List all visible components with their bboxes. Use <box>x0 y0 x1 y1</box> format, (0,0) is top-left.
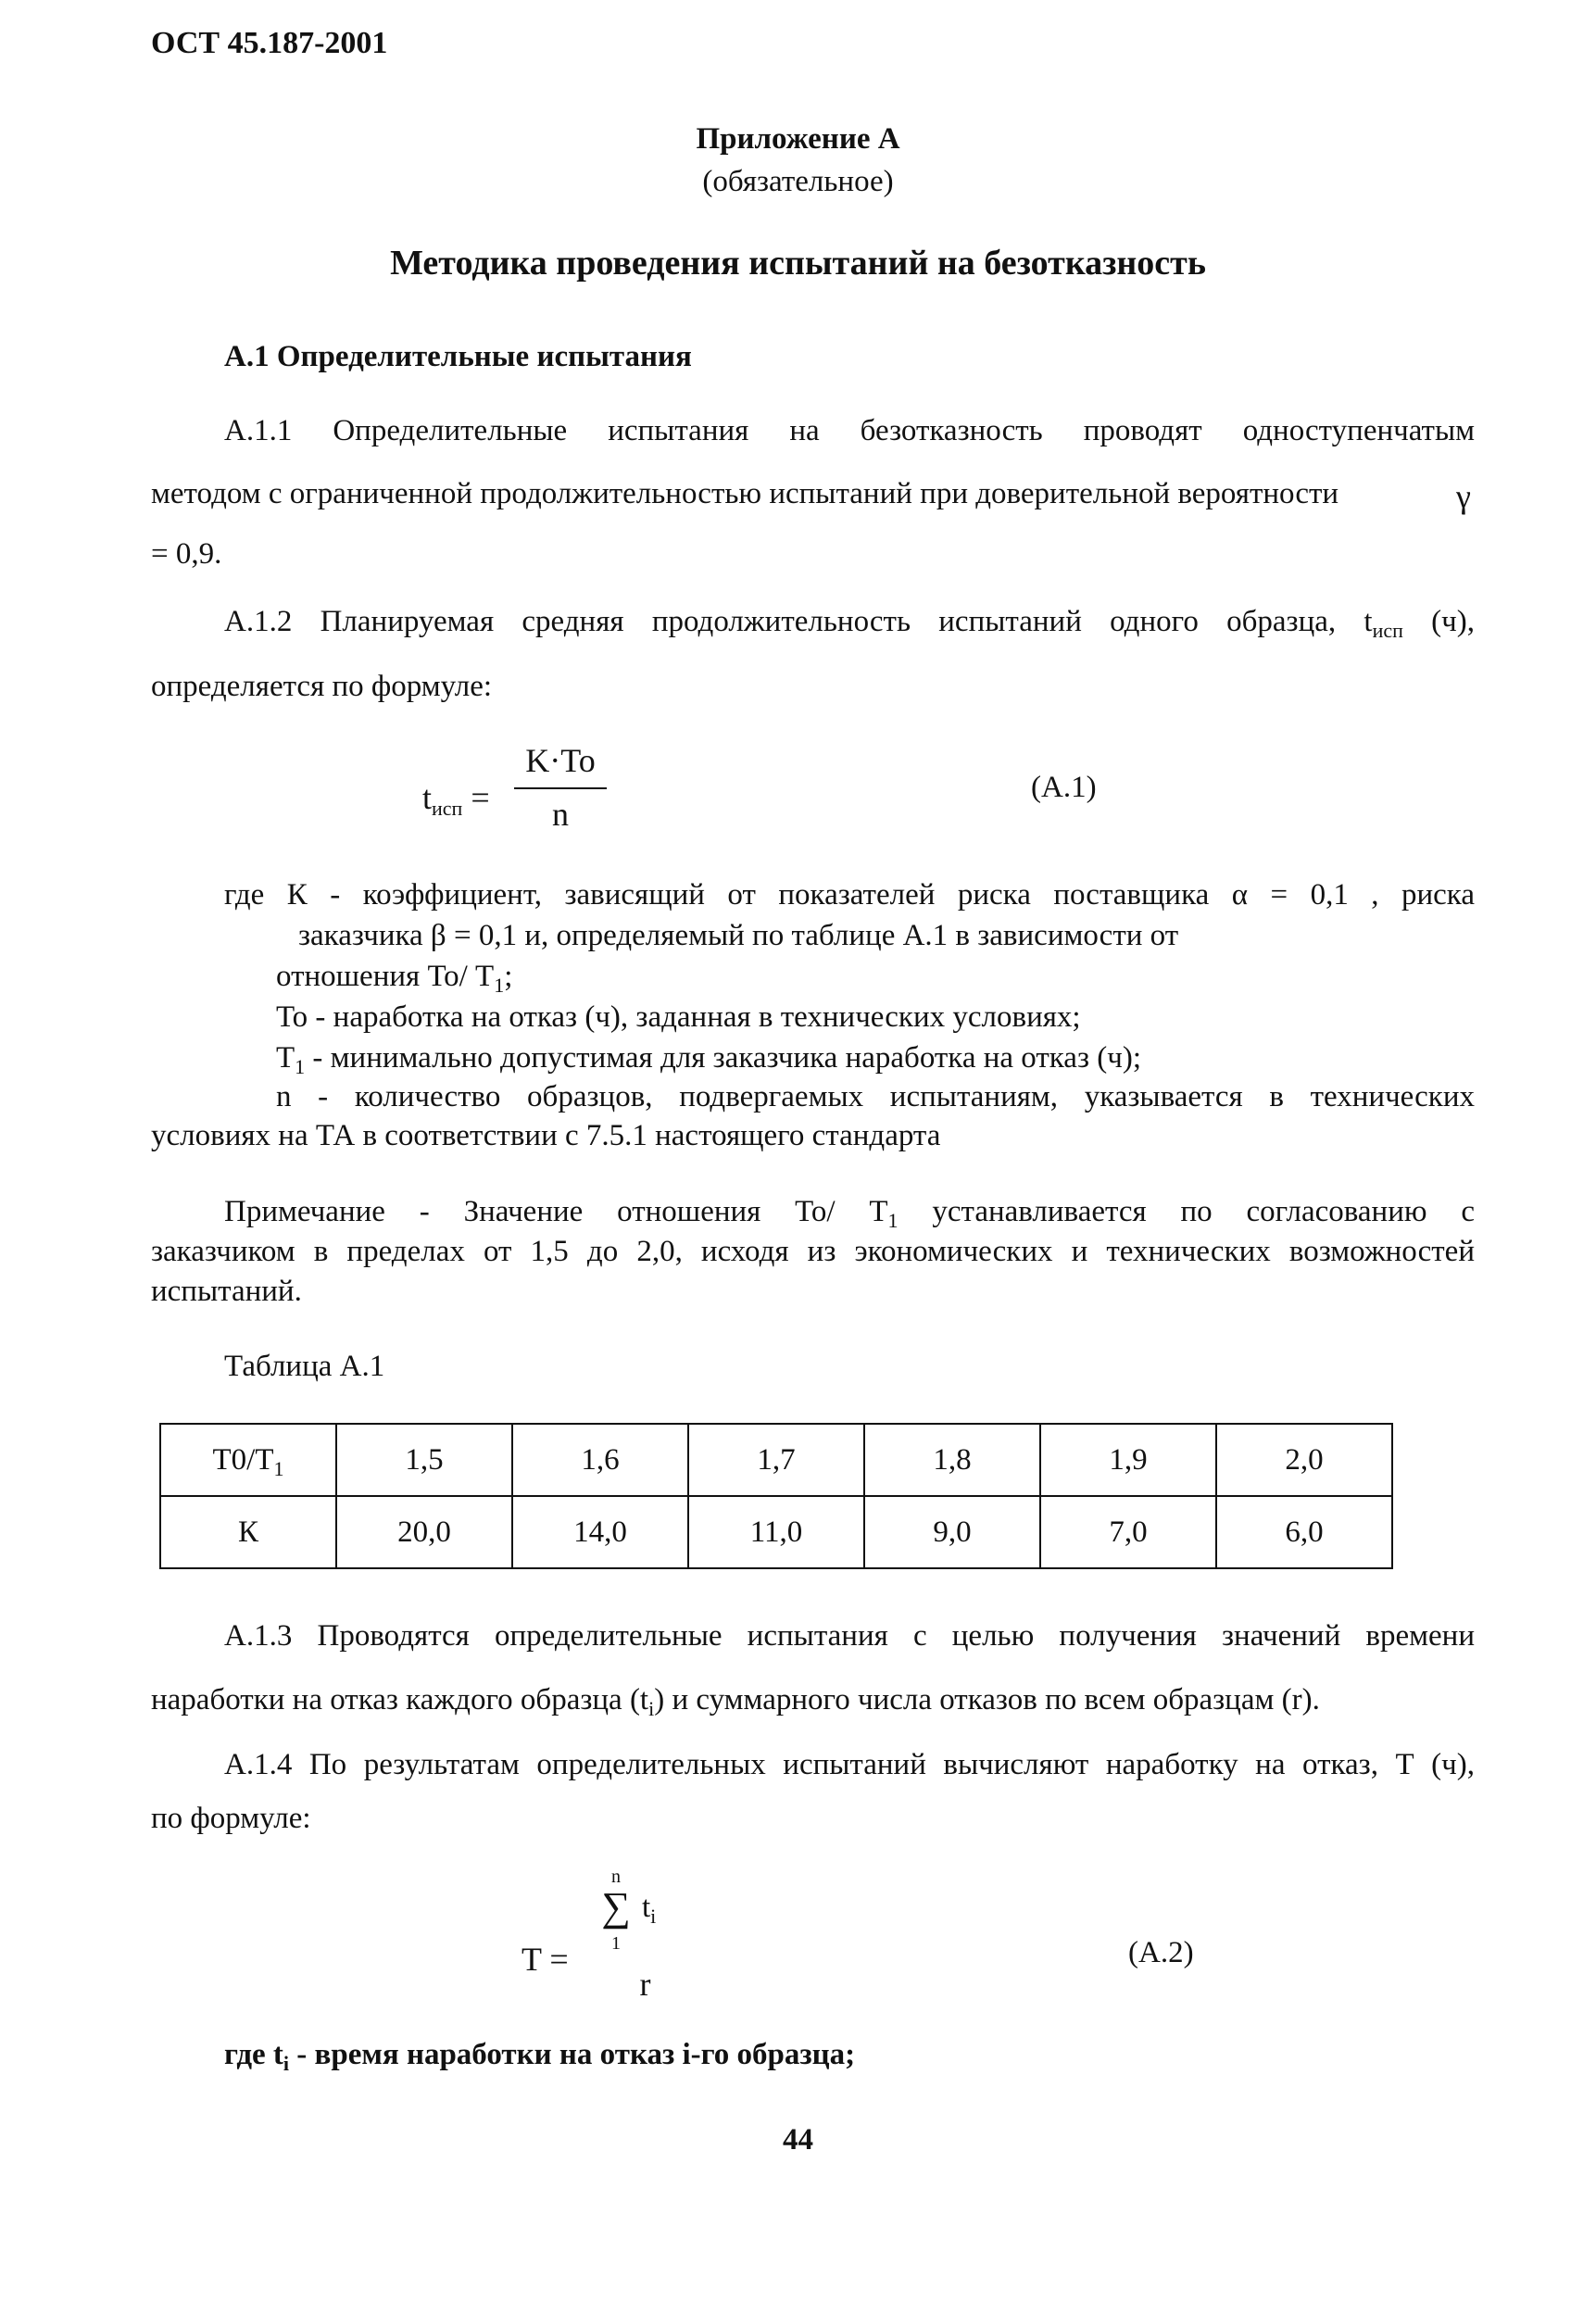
table-a1 <box>159 1423 1393 1569</box>
formula-a2-label: (А.2) <box>1128 1936 1194 1969</box>
paragraph-a11-line2: методом с ограниченной продолжительностью испытаний при доверительной вероятности <box>151 477 1339 510</box>
paragraph-a11-line1: А.1.1 Определительные испытания на безотказность проводят одноступенчатым <box>224 414 1475 447</box>
sum-lower-limit: 1 <box>611 1933 621 1954</box>
sum-term: $t_i$ <box>642 1891 657 1928</box>
table-cell: 1,5 <box>336 1424 512 1496</box>
fraction-bar <box>514 787 607 789</box>
table-cell: 6,0 <box>1216 1496 1392 1568</box>
table-caption: Таблица А.1 <box>224 1350 385 1383</box>
table-cell: 1,8 <box>864 1424 1040 1496</box>
gamma-symbol: γ <box>1456 478 1471 515</box>
table-cell: 1,7 <box>688 1424 864 1496</box>
table-row <box>160 1424 1392 1496</box>
formula-a2-lhs: T = <box>522 1941 569 1978</box>
table-cell: К <box>160 1496 336 1568</box>
where-line4: То - наработка на отказ (ч), заданная в технических условиях; <box>276 1000 1081 1034</box>
table-cell: 9,0 <box>864 1496 1040 1568</box>
paragraph-a13-line1: А.1.3 Проводятся определительные испытания с целью получения значений времени <box>224 1619 1475 1653</box>
where-line6: n - количество образцов, подвергаемых испытаниям, указывается в технических <box>276 1080 1475 1113</box>
paragraph-a14-line2: по формуле: <box>151 1802 311 1835</box>
annex-heading: Методика проведения испытаний на безотказность <box>390 244 1206 283</box>
formula-a1-denominator: n <box>552 796 569 833</box>
paragraph-a14-line1: А.1.4 По результатам определительных испытаний вычисляют наработку на отказ, Т (ч), <box>224 1748 1475 1781</box>
table-cell: $Т0/Т_1$ <box>160 1424 336 1496</box>
formula-a2-fraction <box>597 1867 699 2003</box>
note-line1: Примечание - Значение отношения То/ $Т_1$ устанавливается по согласованию с <box>224 1195 1475 1232</box>
where-line2: заказчика β = 0,1 и, определяемый по таблице А.1 в зависимости от <box>298 919 1179 952</box>
page-number: 44 <box>783 2123 813 2156</box>
annex-status: (обязательное) <box>702 165 894 198</box>
table-cell: 20,0 <box>336 1496 512 1568</box>
table-cell: 14,0 <box>512 1496 688 1568</box>
sum-icon: ∑ <box>601 1884 631 1930</box>
annex-title: Приложение А <box>696 122 900 156</box>
definition-line: где $t_i$ - время наработки на отказ i-го образца; <box>224 2038 856 2075</box>
table-cell: 1,6 <box>512 1424 688 1496</box>
note-line3: испытаний. <box>151 1275 302 1308</box>
where-line3: отношения То/ $Т_1$; <box>276 960 513 997</box>
where-line7: условиях на ТА в соответствии с 7.5.1 настоящего стандарта <box>151 1119 941 1152</box>
document-code: ОСТ 45.187-2001 <box>151 26 388 60</box>
formula-a1-numerator: K·To <box>525 742 596 779</box>
table-cell: 7,0 <box>1040 1496 1216 1568</box>
sum-upper-limit: n <box>611 1867 621 1887</box>
paragraph-a12-line1: А.1.2 Планируемая средняя продолжительность испытаний одного образца, $t_{исп}$ (ч), <box>224 605 1475 642</box>
where-line5: $Т_1$ - минимально допустимая для заказчика наработка на отказ (ч); <box>276 1041 1141 1078</box>
where-line1: где К - коэффициент, зависящий от показателей риска поставщика α = 0,1 , риска <box>224 878 1475 912</box>
paragraph-a12-line2: определяется по формуле: <box>151 670 493 703</box>
paragraph-a13-line2: наработки на отказ каждого образца $(t_i)$ и суммарного числа отказов по всем образцам (r). <box>151 1683 1320 1720</box>
table-row <box>160 1496 1392 1568</box>
section-title: А.1 Определительные испытания <box>224 340 692 373</box>
note-line2: заказчиком в пределах от 1,5 до 2,0, исходя из экономических и технических возможностей <box>151 1235 1475 1268</box>
formula-a1-lhs: $t_{исп}$ = <box>422 779 490 820</box>
formula-a2-denominator: r <box>639 1966 651 2003</box>
formula-a1-label: (А.1) <box>1031 771 1097 804</box>
table-cell: 11,0 <box>688 1496 864 1568</box>
paragraph-a11-line3: = 0,9. <box>151 537 222 571</box>
table-cell: 2,0 <box>1216 1424 1392 1496</box>
table-cell: 1,9 <box>1040 1424 1216 1496</box>
